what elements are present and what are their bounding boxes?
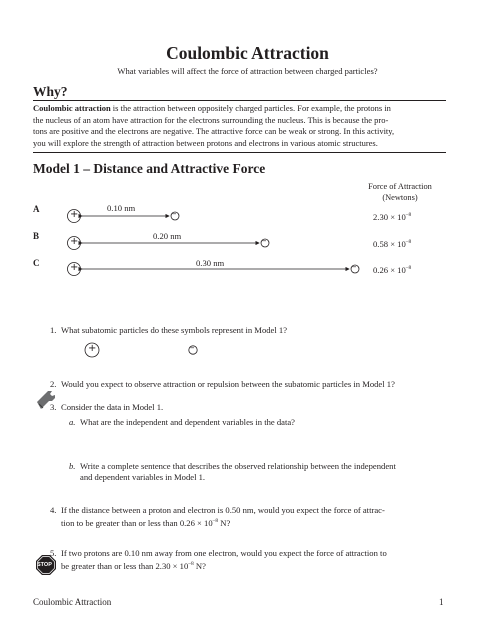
q4-number: 4. xyxy=(50,505,57,515)
q1-number: 1. xyxy=(50,325,57,335)
q4-exp: –8 xyxy=(212,518,219,525)
model-heading: Model 1 – Distance and Attractive Force xyxy=(33,161,266,176)
footer-title: Coulombic Attraction xyxy=(33,597,112,607)
row-a-distance: 0.10 nm xyxy=(107,203,136,213)
q3-text: Consider the data in Model 1. xyxy=(61,402,164,412)
row-c-force-exp: –8 xyxy=(405,265,412,271)
q3b-line1: Write a complete sentence that describes the observed relationship between the independent xyxy=(80,461,396,471)
question-3b xyxy=(69,461,452,484)
row-c-distance: 0.30 nm xyxy=(196,258,225,268)
q5-line1: If two protons are 0.10 nm away from one electron, would you expect the force of attraction to xyxy=(61,548,387,558)
q3b-line2: and dependent variables in Model 1. xyxy=(80,472,206,483)
row-c-electron-sign: – xyxy=(352,262,357,272)
question-2 xyxy=(50,379,453,390)
row-c-force-base: 0.26 × 10 xyxy=(373,265,406,275)
row-a-proton-sign: + xyxy=(70,209,79,220)
row-a-electron-sign: – xyxy=(172,209,177,219)
why-heading: Why? xyxy=(33,84,68,99)
q2-number: 2. xyxy=(50,379,57,389)
row-c-letter: C xyxy=(33,258,40,268)
q1-text: What subatomic particles do these symbols represent in Model 1? xyxy=(61,325,288,335)
row-b-force-exp: –8 xyxy=(405,239,412,245)
row-a-letter: A xyxy=(33,204,40,214)
stop-sign-label: STOP xyxy=(37,562,52,568)
q1-proton-sign: + xyxy=(88,343,97,354)
why-line-1: is the attraction between oppositely charged particles. For example, the protons in xyxy=(110,103,391,113)
row-b-force-base: 0.58 × 10 xyxy=(373,239,406,249)
q3b-letter: b. xyxy=(69,461,76,471)
page-number: 1 xyxy=(439,597,444,607)
page-subtitle: What variables will affect the force of attraction between charged particles? xyxy=(117,66,378,76)
q3a-letter: a. xyxy=(69,417,76,427)
row-a-force-base: 2.30 × 10 xyxy=(373,212,406,222)
q4-line2-post: N? xyxy=(218,518,231,529)
q1-electron-sign: – xyxy=(190,343,195,353)
question-4 xyxy=(50,505,453,530)
force-header-line1: Force of Attraction xyxy=(368,182,432,191)
why-line-2: the nucleus of an atom have attraction for the electrons surrounding the nucleus. This is because the pro- xyxy=(33,114,389,125)
question-1 xyxy=(50,325,453,336)
row-b-letter: B xyxy=(33,231,40,241)
question-3 xyxy=(50,402,453,413)
q4-line1: If the distance between a proton and electron is 0.50 nm, would you expect the force of attrac- xyxy=(61,505,385,515)
why-line-4: you will explore the strength of attraction between protons and electrons in various atomic structures. xyxy=(33,137,378,148)
q3a-text: What are the independent and dependent variables in the data? xyxy=(80,417,295,427)
force-header-line2: (Newtons) xyxy=(382,192,418,202)
q5-line2-post: N? xyxy=(193,561,206,572)
question-3a xyxy=(69,417,452,428)
row-b-distance: 0.20 nm xyxy=(153,231,182,241)
why-line-3: tons are positive and the electrons are negative. The attractive force can be weak or strong. In this activity, xyxy=(33,126,395,137)
row-b-proton-sign: + xyxy=(70,236,79,247)
row-b-electron-sign: – xyxy=(262,236,267,246)
q5-number: 5. xyxy=(50,548,57,558)
why-term: Coulombic attraction xyxy=(33,103,111,113)
q3-number: 3. xyxy=(50,402,57,412)
row-a-force-exp: –8 xyxy=(405,212,412,218)
q5-exp: –8 xyxy=(188,561,194,568)
question-5 xyxy=(50,548,453,573)
q2-text: Would you expect to observe attraction or repulsion between the subatomic particles in Model 1? xyxy=(61,379,395,389)
q4-line2-pre: tion to be greater than or less than 0.26 × 10 xyxy=(61,518,213,529)
row-c-proton-sign: + xyxy=(70,262,79,273)
page-title: Coulombic Attraction xyxy=(166,43,329,63)
q5-line2-pre: be greater than or less than 2.30 × 10 xyxy=(61,561,189,572)
